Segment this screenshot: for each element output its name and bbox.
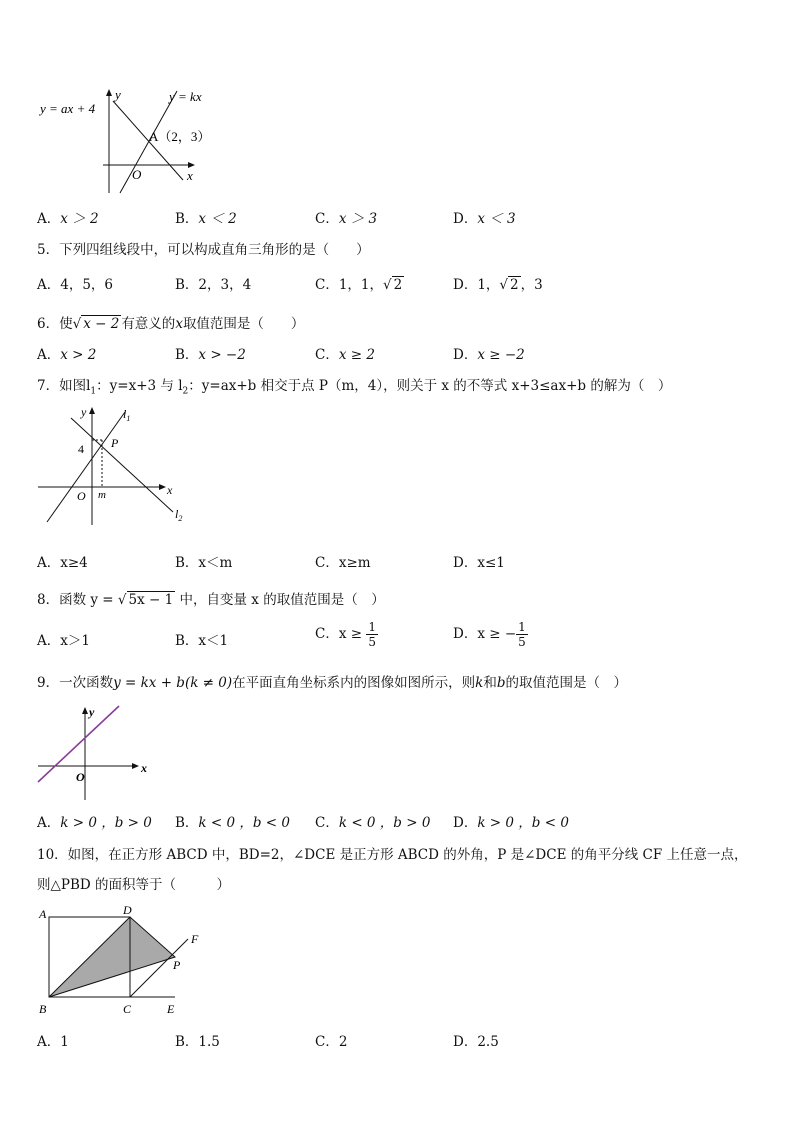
q7-option-a[interactable]: A．x≥4 xyxy=(37,555,88,571)
q5-stem: 5．下列四组线段中，可以构成直角三角形的是（ ） xyxy=(37,242,370,258)
q5-option-d[interactable]: D．1，√ 2 ，3 xyxy=(453,277,543,293)
q9-x-label: x xyxy=(141,761,147,775)
q4-option-d[interactable]: D．x ＜ 3 xyxy=(453,211,516,227)
eq-ax4-label: y = ax + 4 xyxy=(40,101,96,116)
q10-d-label: D xyxy=(123,903,132,917)
q9-option-d[interactable]: D．k > 0 ，b < 0 xyxy=(453,815,569,831)
q6-option-a[interactable]: A．x > 2 xyxy=(37,347,97,363)
q10-option-b[interactable]: B．1.5 xyxy=(175,1034,220,1050)
q10-option-a[interactable]: A．1 xyxy=(37,1034,69,1050)
q4-option-a[interactable]: A．x ＞ 2 xyxy=(37,211,99,227)
y-axis-label: y xyxy=(115,87,121,102)
eq-kx-label: y = kx xyxy=(169,89,202,104)
q10-stem-line2: 则△PBD 的面积等于（ ） xyxy=(37,877,231,893)
q9-stem: 9．一次函数y = kx + b(k ≠ 0)在平面直角坐标系内的图像如图所示，则k和b的取值范围是（ ） xyxy=(37,675,627,691)
q10-f-label: F xyxy=(191,932,199,946)
q10-a-label: A xyxy=(39,907,47,921)
q4-option-b[interactable]: B．x ＜ 2 xyxy=(175,211,237,227)
q8-stem: 8．函数 y = √ 5x − 1 中，自变量 x 的取值范围是（ ） xyxy=(37,592,385,608)
q7-option-c[interactable]: C．x≥m xyxy=(315,555,371,571)
figure-q10 xyxy=(35,900,210,1020)
q8-option-d[interactable]: D．x ≥ − $\frac{1}{5}$ xyxy=(453,620,526,649)
q5-option-c[interactable]: C．1，1，√ 2 xyxy=(315,277,403,293)
q7-m-label: m xyxy=(98,489,106,501)
q7-l2-label: $l_2$ xyxy=(175,507,183,523)
q10-option-c[interactable]: C．2 xyxy=(315,1034,348,1050)
q9-y-label: y xyxy=(89,705,95,719)
x-axis-label: x xyxy=(187,168,193,183)
q7-stem: 7．如图$l_1$：y=x+3 与 $l_2$：y=ax+b 相交于点 P（m，4），则关于 x 的不等式 x+3≤ax+b 的解为（ ） xyxy=(37,378,672,397)
q8-option-a[interactable]: A．x＞1 xyxy=(37,633,90,649)
figure-q7 xyxy=(35,400,195,530)
q10-stem-line1: 10．如图，在正方形 ABCD 中，BD=2，∠DCE 是正方形 ABCD 的外角，P 是∠DCE 的角平分线 CF 上任意一点， xyxy=(37,847,748,863)
q9-origin-label: O xyxy=(76,770,85,784)
q8-option-c[interactable]: C．x ≥ $\frac{1}{5}$ xyxy=(315,620,376,649)
q5-option-a[interactable]: A．4，5，6 xyxy=(37,277,114,293)
q6-option-b[interactable]: B．x > −2 xyxy=(175,347,246,363)
q9-option-c[interactable]: C．k < 0 ，b > 0 xyxy=(315,815,431,831)
q8-option-b[interactable]: B．x＜1 xyxy=(175,633,229,649)
origin-label: O xyxy=(132,167,142,182)
q7-four-label: 4 xyxy=(78,442,84,456)
q4-option-c[interactable]: C．x ＞ 3 xyxy=(315,211,378,227)
q7-point-p-label: P xyxy=(111,436,119,450)
figure-q4 xyxy=(35,85,225,200)
q9-option-a[interactable]: A．k > 0 ，b > 0 xyxy=(37,815,152,831)
q9-option-b[interactable]: B．k < 0 ，b < 0 xyxy=(175,815,291,831)
q8-d-fraction: $\frac{1}{5}$ xyxy=(518,620,526,649)
q6-option-d[interactable]: D．x ≥ −2 xyxy=(453,347,525,363)
q7-y-label: y xyxy=(81,405,87,419)
q7-option-b[interactable]: B．x＜m xyxy=(175,555,233,571)
q10-b-label: B xyxy=(39,1002,47,1016)
q7-option-d[interactable]: D．x≤1 xyxy=(453,555,505,571)
q5-option-b[interactable]: B．2，3，4 xyxy=(175,277,252,293)
point-a-label: A（2，3） xyxy=(149,129,211,144)
q7-l1-label: $l_1$ xyxy=(123,407,131,423)
q7-origin-label: O xyxy=(77,489,86,503)
q8-c-fraction: $\frac{1}{5}$ xyxy=(368,620,376,649)
figure-q9 xyxy=(35,700,160,805)
q10-option-d[interactable]: D．2.5 xyxy=(453,1034,499,1050)
q7-x-label: x xyxy=(167,483,173,497)
q10-e-label: E xyxy=(167,1002,175,1016)
q10-p-label: P xyxy=(173,958,181,972)
q6-option-c[interactable]: C．x ≥ 2 xyxy=(315,347,375,363)
q10-c-label: C xyxy=(123,1002,132,1016)
q6-stem: 6．使√ x − 2 有意义的x取值范围是（ ） xyxy=(37,316,305,332)
